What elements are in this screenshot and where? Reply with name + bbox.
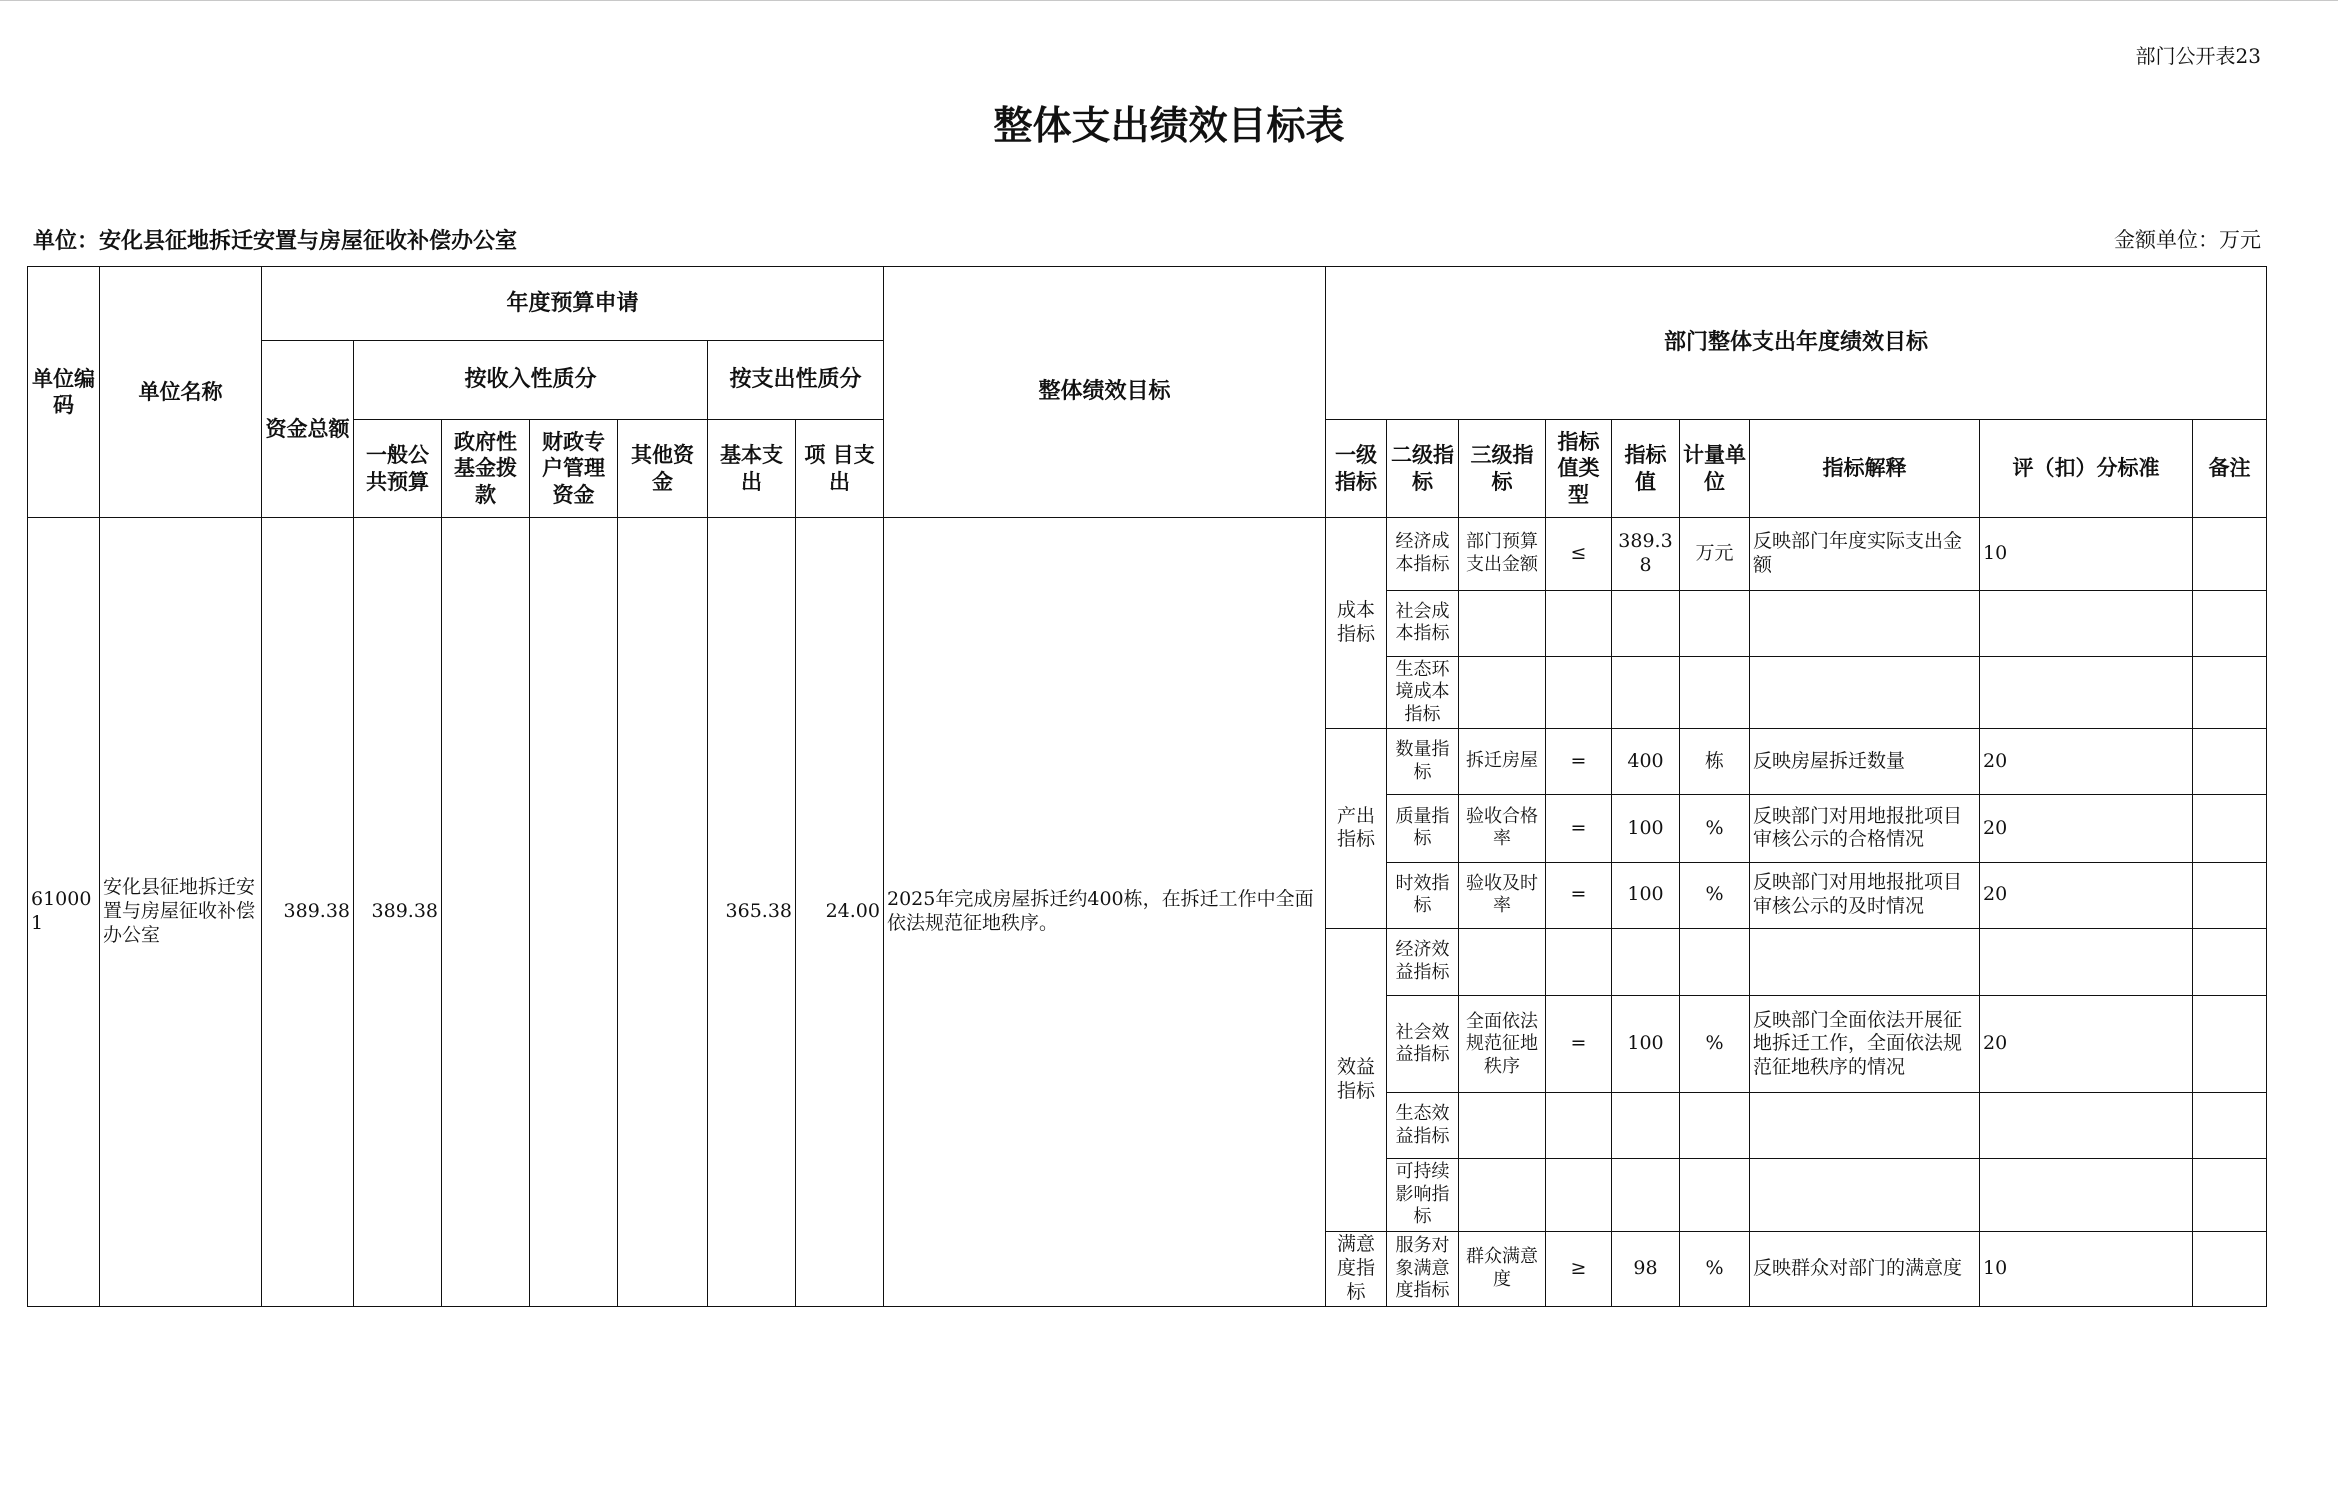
header-total-funds: 资金总额 bbox=[262, 341, 354, 518]
page-title: 整体支出绩效目标表 bbox=[993, 104, 1345, 149]
cell-scoring bbox=[1980, 1159, 2193, 1232]
header-level3: 三级指标 bbox=[1459, 420, 1546, 518]
cell-scoring: 20 bbox=[1980, 795, 2193, 863]
cell-explanation: 反映房屋拆迁数量 bbox=[1750, 729, 1980, 795]
header-other-funds: 其他资金 bbox=[618, 420, 708, 518]
cell-index-value bbox=[1612, 1159, 1680, 1232]
cell-level2: 生态效益指标 bbox=[1387, 1093, 1459, 1159]
cell-index-value: 98 bbox=[1612, 1231, 1680, 1306]
cell-remark bbox=[2193, 518, 2267, 591]
cell-index-value: 100 bbox=[1612, 795, 1680, 863]
cell-measure-unit: % bbox=[1680, 996, 1750, 1093]
unit-name: 安化县征地拆迁安置与房屋征收补偿办公室 bbox=[99, 229, 518, 254]
cell-level3 bbox=[1459, 928, 1546, 996]
cell-explanation: 反映部门年度实际支出金额 bbox=[1750, 518, 1980, 591]
cell-value-type bbox=[1546, 928, 1612, 996]
cell-general-budget: 389.38 bbox=[354, 518, 442, 1307]
cell-basic-expense: 365.38 bbox=[708, 518, 796, 1307]
table-row bbox=[28, 518, 2267, 591]
cell-level3 bbox=[1459, 590, 1546, 656]
cell-fiscal-special bbox=[530, 518, 618, 1307]
amount-unit: 金额单位：万元 bbox=[2114, 228, 2261, 252]
cell-level2: 经济成本指标 bbox=[1387, 518, 1459, 591]
cell-value-type bbox=[1546, 1159, 1612, 1232]
cell-other-funds bbox=[618, 518, 708, 1307]
cell-measure-unit bbox=[1680, 656, 1750, 729]
unit-line bbox=[33, 224, 517, 255]
header-index-value: 指标值 bbox=[1612, 420, 1680, 518]
cell-gov-fund bbox=[442, 518, 530, 1307]
header-value-type: 指标值类型 bbox=[1546, 420, 1612, 518]
header-gov-fund: 政府性基金拨款 bbox=[442, 420, 530, 518]
cell-value-type bbox=[1546, 656, 1612, 729]
header-measure-unit: 计量单位 bbox=[1680, 420, 1750, 518]
cell-scoring bbox=[1980, 928, 2193, 996]
cell-level3 bbox=[1459, 1093, 1546, 1159]
cell-explanation: 反映群众对部门的满意度 bbox=[1750, 1231, 1980, 1306]
cell-index-value: 400 bbox=[1612, 729, 1680, 795]
cell-measure-unit bbox=[1680, 1093, 1750, 1159]
cell-remark bbox=[2193, 1231, 2267, 1306]
cell-scoring bbox=[1980, 590, 2193, 656]
cell-measure-unit: % bbox=[1680, 1231, 1750, 1306]
cell-index-value: 100 bbox=[1612, 862, 1680, 928]
cell-index-value bbox=[1612, 590, 1680, 656]
cell-remark bbox=[2193, 729, 2267, 795]
cell-value-type bbox=[1546, 590, 1612, 656]
cell-level2: 数量指标 bbox=[1387, 729, 1459, 795]
cell-level2: 社会成本指标 bbox=[1387, 590, 1459, 656]
cell-explanation: 反映部门对用地报批项目审核公示的及时情况 bbox=[1750, 862, 1980, 928]
cell-index-value: 100 bbox=[1612, 996, 1680, 1093]
cell-level2: 社会效益指标 bbox=[1387, 996, 1459, 1093]
cell-level1: 产出指标 bbox=[1326, 729, 1387, 928]
cell-explanation bbox=[1750, 1093, 1980, 1159]
cell-level3: 验收及时率 bbox=[1459, 862, 1546, 928]
header-scoring: 评（扣）分标准 bbox=[1980, 420, 2193, 518]
cell-explanation bbox=[1750, 656, 1980, 729]
cell-level1: 成本指标 bbox=[1326, 518, 1387, 729]
cell-remark bbox=[2193, 1159, 2267, 1232]
header-fiscal-special: 财政专户管理资金 bbox=[530, 420, 618, 518]
cell-level3: 全面依法规范征地秩序 bbox=[1459, 996, 1546, 1093]
cell-level2: 生态环境成本指标 bbox=[1387, 656, 1459, 729]
cell-measure-unit bbox=[1680, 590, 1750, 656]
unit-label: 单位： bbox=[33, 229, 100, 254]
header-overall-goal: 整体绩效目标 bbox=[884, 267, 1326, 518]
cell-explanation bbox=[1750, 928, 1980, 996]
cell-measure-unit bbox=[1680, 1159, 1750, 1232]
cell-scoring: 20 bbox=[1980, 862, 2193, 928]
header-by-expense: 按支出性质分 bbox=[708, 341, 884, 420]
cell-value-type: ≥ bbox=[1546, 1231, 1612, 1306]
header-remark: 备注 bbox=[2193, 420, 2267, 518]
cell-measure-unit: 万元 bbox=[1680, 518, 1750, 591]
cell-explanation: 反映部门全面依法开展征地拆迁工作，全面依法规范征地秩序的情况 bbox=[1750, 996, 1980, 1093]
cell-measure-unit bbox=[1680, 928, 1750, 996]
cell-value-type: = bbox=[1546, 795, 1612, 863]
header-level2: 二级指标 bbox=[1387, 420, 1459, 518]
cell-unit-name: 安化县征地拆迁安置与房屋征收补偿办公室 bbox=[100, 518, 262, 1307]
cell-unit-code: 610001 bbox=[28, 518, 100, 1307]
cell-level3: 拆迁房屋 bbox=[1459, 729, 1546, 795]
cell-remark bbox=[2193, 1093, 2267, 1159]
form-number: 部门公开表23 bbox=[2135, 44, 2261, 68]
cell-index-value bbox=[1612, 1093, 1680, 1159]
header-basic-expense: 基本支出 bbox=[708, 420, 796, 518]
cell-scoring: 10 bbox=[1980, 1231, 2193, 1306]
cell-level3 bbox=[1459, 656, 1546, 729]
cell-level1: 效益指标 bbox=[1326, 928, 1387, 1231]
header-explanation: 指标解释 bbox=[1750, 420, 1980, 518]
cell-remark bbox=[2193, 928, 2267, 996]
cell-value-type bbox=[1546, 1093, 1612, 1159]
header-unit-name: 单位名称 bbox=[100, 267, 262, 518]
cell-total-funds: 389.38 bbox=[262, 518, 354, 1307]
cell-measure-unit: % bbox=[1680, 795, 1750, 863]
cell-level2: 服务对象满意度指标 bbox=[1387, 1231, 1459, 1306]
cell-value-type: = bbox=[1546, 996, 1612, 1093]
cell-level2: 时效指标 bbox=[1387, 862, 1459, 928]
cell-index-value: 389.38 bbox=[1612, 518, 1680, 591]
table-body bbox=[28, 518, 2267, 1307]
cell-explanation: 反映部门对用地报批项目审核公示的合格情况 bbox=[1750, 795, 1980, 863]
cell-scoring: 10 bbox=[1980, 518, 2193, 591]
cell-level3: 群众满意度 bbox=[1459, 1231, 1546, 1306]
header-by-income: 按收入性质分 bbox=[354, 341, 708, 420]
cell-level2: 经济效益指标 bbox=[1387, 928, 1459, 996]
top-border-line bbox=[0, 0, 2338, 1]
cell-project-expense: 24.00 bbox=[796, 518, 884, 1307]
cell-scoring bbox=[1980, 656, 2193, 729]
cell-level2: 质量指标 bbox=[1387, 795, 1459, 863]
header-general-budget: 一般公共预算 bbox=[354, 420, 442, 518]
header-level1: 一级指标 bbox=[1326, 420, 1387, 518]
cell-value-type: = bbox=[1546, 862, 1612, 928]
cell-level1: 满意度指标 bbox=[1326, 1231, 1387, 1306]
cell-index-value bbox=[1612, 928, 1680, 996]
cell-value-type: ≤ bbox=[1546, 518, 1612, 591]
cell-level3: 验收合格率 bbox=[1459, 795, 1546, 863]
cell-overall-goal: 2025年完成房屋拆迁约400栋，在拆迁工作中全面依法规范征地秩序。 bbox=[884, 518, 1326, 1307]
cell-remark bbox=[2193, 656, 2267, 729]
cell-level2: 可持续影响指标 bbox=[1387, 1159, 1459, 1232]
cell-remark bbox=[2193, 996, 2267, 1093]
header-annual-budget: 年度预算申请 bbox=[262, 267, 884, 341]
cell-index-value bbox=[1612, 656, 1680, 729]
header-dept-goal: 部门整体支出年度绩效目标 bbox=[1326, 267, 2267, 420]
header-unit-code: 单位编码 bbox=[28, 267, 100, 518]
cell-measure-unit: % bbox=[1680, 862, 1750, 928]
cell-explanation bbox=[1750, 590, 1980, 656]
cell-measure-unit: 栋 bbox=[1680, 729, 1750, 795]
cell-level3 bbox=[1459, 1159, 1546, 1232]
performance-table bbox=[27, 266, 2267, 1307]
cell-scoring: 20 bbox=[1980, 729, 2193, 795]
cell-explanation bbox=[1750, 1159, 1980, 1232]
cell-remark bbox=[2193, 590, 2267, 656]
cell-scoring: 20 bbox=[1980, 996, 2193, 1093]
cell-value-type: = bbox=[1546, 729, 1612, 795]
cell-remark bbox=[2193, 862, 2267, 928]
cell-level3: 部门预算支出金额 bbox=[1459, 518, 1546, 591]
cell-remark bbox=[2193, 795, 2267, 863]
cell-scoring bbox=[1980, 1093, 2193, 1159]
header-project-expense: 项 目支出 bbox=[796, 420, 884, 518]
